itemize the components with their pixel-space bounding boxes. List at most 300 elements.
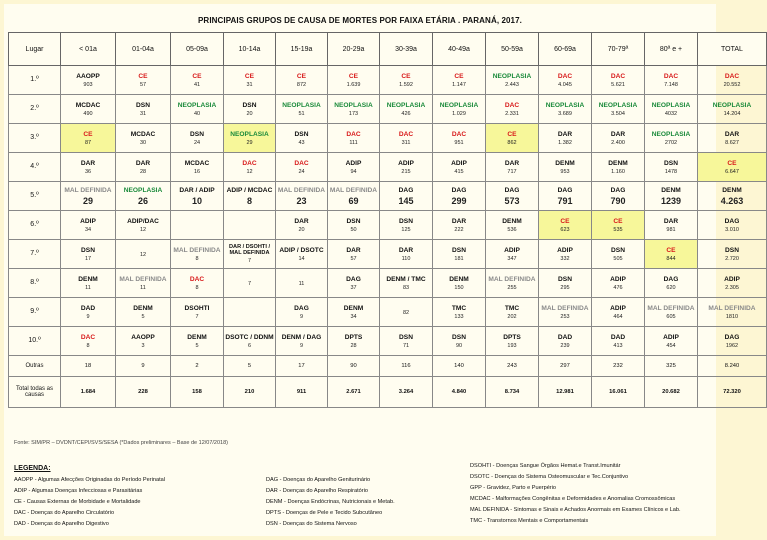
- cause-name: CE: [613, 217, 623, 225]
- column-header: 60-69a: [539, 33, 592, 66]
- cause-cell: [171, 298, 224, 327]
- column-header: 15-19a: [276, 33, 328, 66]
- cause-count: 7: [247, 257, 252, 264]
- cause-name: DSN: [190, 130, 204, 138]
- cause-name: ADIP / DSOTC: [279, 246, 324, 254]
- cause-name: DSN: [399, 333, 413, 341]
- legend-item: MAL DEFINIDA - Sintomas e Sinais e Achados Anormais em Exames Clínicos e Lab.: [470, 507, 681, 513]
- cause-count: 790: [610, 195, 626, 206]
- cause-count: 57: [139, 81, 147, 88]
- column-header: 05-09a: [171, 33, 224, 66]
- outras-row-value: 325: [645, 356, 698, 377]
- cause-count: 9: [299, 313, 304, 320]
- cause-cell: [61, 269, 116, 298]
- cause-cell: [698, 269, 767, 298]
- cause-count: 791: [557, 195, 573, 206]
- cause-count: 7.148: [664, 81, 678, 88]
- cause-name: DSOTC / DDNM: [225, 333, 274, 341]
- cause-name: DAC: [557, 72, 573, 80]
- column-header: 30-39a: [380, 33, 433, 66]
- cause-name: NEOPLASIA: [651, 101, 691, 109]
- cause-cell: [645, 240, 698, 269]
- cause-name: DSN: [136, 101, 150, 109]
- cause-name: DSN: [452, 246, 466, 254]
- cause-count: 41: [193, 81, 201, 88]
- total-row-value: 911: [276, 377, 328, 408]
- cause-name: NEOPLASIA: [439, 101, 479, 109]
- cause-name: DENM / TMC: [386, 275, 426, 283]
- cause-name: DAG: [398, 186, 414, 194]
- cause-name: DENM: [78, 275, 98, 283]
- cause-count: 844: [666, 255, 676, 262]
- cause-name: CE: [454, 72, 464, 80]
- cause-cell: [486, 211, 539, 240]
- cause-count: 40: [193, 110, 201, 117]
- cause-name: ADIP: [724, 275, 740, 283]
- cause-count: 69: [348, 195, 359, 206]
- legend-title: LEGENDA:: [14, 465, 51, 472]
- cause-name: ADIP: [663, 333, 679, 341]
- cause-count: 28: [350, 342, 357, 349]
- cause-cell: [380, 124, 433, 153]
- cause-count: 133: [454, 313, 464, 320]
- cause-count: 505: [613, 255, 623, 262]
- cause-cell: [433, 269, 486, 298]
- cause-count: 476: [613, 284, 623, 291]
- cause-count: 1962: [725, 342, 739, 349]
- cause-name: MAL DEFINIDA: [173, 246, 221, 254]
- cause-cell: [61, 240, 116, 269]
- column-header: 40-49a: [433, 33, 486, 66]
- cause-cell: [116, 124, 171, 153]
- cause-cell: [328, 182, 380, 211]
- cause-name: CE: [348, 72, 359, 80]
- cause-count: 623: [560, 226, 570, 233]
- total-row-value: 8.734: [486, 377, 539, 408]
- cause-count: 23: [296, 195, 307, 206]
- total-row-value: 16.061: [592, 377, 645, 408]
- cause-count: 87: [84, 139, 92, 146]
- cause-count: 535: [613, 226, 623, 233]
- cause-count: 28: [139, 168, 147, 175]
- cause-count: 311: [401, 139, 411, 146]
- cause-name: DAC: [189, 275, 205, 283]
- cause-name: ADIP: [80, 217, 96, 225]
- cause-name: MAL DEFINIDA: [119, 275, 167, 283]
- cause-name: DSN: [611, 246, 625, 254]
- cause-count: 1810: [725, 313, 739, 320]
- cause-cell: [61, 298, 116, 327]
- cause-count: 90: [455, 342, 463, 349]
- cause-count: 3.689: [558, 110, 572, 117]
- cause-count: 20.552: [723, 81, 741, 88]
- cause-cell: [116, 211, 171, 240]
- cause-count: 2.331: [505, 110, 519, 117]
- cause-count: 20: [246, 110, 253, 117]
- table-row: [9, 182, 767, 211]
- cause-count: 6: [247, 342, 252, 349]
- cause-cell: [539, 95, 592, 124]
- cause-cell: [61, 327, 116, 356]
- cause-name: CE: [138, 72, 148, 80]
- cause-count: 1478: [664, 168, 678, 175]
- cause-name: MAL DEFINIDA: [64, 186, 112, 194]
- total-row-value: 1.684: [61, 377, 116, 408]
- cause-count: 24: [298, 168, 305, 175]
- cause-name: MAL DEFINIDA: [647, 304, 695, 312]
- cause-count: 31: [139, 110, 147, 117]
- cause-name: DSN: [346, 217, 361, 225]
- cause-name: DAR: [135, 159, 151, 167]
- cause-cell: [116, 298, 171, 327]
- cause-name: DAC: [346, 130, 361, 138]
- cause-count: 34: [350, 313, 357, 320]
- cause-count: 34: [84, 226, 92, 233]
- legend-item: TMC - Transtornos Mentais e Comportamentais: [470, 518, 589, 524]
- cause-cell: [698, 182, 767, 211]
- cause-name: DPTS: [344, 333, 363, 341]
- table-row: [9, 153, 767, 182]
- cause-count: 9: [299, 342, 304, 349]
- cause-cell: [61, 211, 116, 240]
- cause-cell: [645, 124, 698, 153]
- cause-count: 255: [507, 284, 517, 291]
- cause-cell: [433, 124, 486, 153]
- cause-name: DSN: [725, 246, 739, 254]
- cause-count: 11: [85, 284, 91, 291]
- cause-count: 903: [83, 81, 93, 88]
- cause-count: 215: [401, 168, 411, 175]
- outras-row-value: 17: [276, 356, 328, 377]
- outras-row-value: 116: [380, 356, 433, 377]
- cause-count: 413: [613, 342, 623, 349]
- cause-cell: [592, 240, 645, 269]
- cause-name: DAC: [451, 130, 467, 138]
- cause-count: 14.204: [723, 110, 741, 117]
- column-header: 50-59a: [486, 33, 539, 66]
- cause-cell: [276, 153, 328, 182]
- cause-cell: [224, 211, 276, 240]
- cause-count: 30: [139, 139, 147, 146]
- cause-count: [224, 312, 275, 314]
- rank-label: 8.º: [9, 269, 61, 298]
- cause-name: ADIP: [451, 159, 467, 167]
- cause-cell: [698, 124, 767, 153]
- cause-cell: [380, 153, 433, 182]
- cause-count: 1.160: [611, 168, 625, 175]
- cause-name: DAD: [610, 333, 626, 341]
- cause-count: 239: [560, 342, 570, 349]
- cause-cell: [224, 153, 276, 182]
- cause-count: 953: [560, 168, 570, 175]
- cause-name: CE: [507, 130, 517, 138]
- total-row-value: 228: [116, 377, 171, 408]
- legend-item: DAC - Doenças do Aparelho Circulatório: [14, 510, 115, 516]
- cause-count: 111: [349, 139, 358, 146]
- cause-count: 12: [246, 168, 253, 175]
- cause-count: 7: [247, 281, 252, 288]
- cause-cell: [276, 298, 328, 327]
- cause-name: CE: [192, 72, 202, 80]
- cause-name: DAD: [557, 333, 573, 341]
- cause-name: DAG: [724, 333, 740, 341]
- cause-count: [224, 225, 275, 227]
- outras-row-value: 5: [224, 356, 276, 377]
- cause-cell: [380, 327, 433, 356]
- cause-count: 951: [454, 139, 464, 146]
- cause-count: 181: [454, 255, 464, 262]
- cause-name: MAL DEFINIDA: [488, 275, 536, 283]
- outras-row-value: 90: [328, 356, 380, 377]
- cause-count: 2702: [664, 139, 678, 146]
- rank-label: 6.º: [9, 211, 61, 240]
- cause-cell: [645, 182, 698, 211]
- cause-name: DAG: [663, 275, 679, 283]
- cause-cell: [224, 269, 276, 298]
- cause-cell: [328, 95, 380, 124]
- cause-count: 1.382: [558, 139, 572, 146]
- cause-name: MAL DEFINIDA: [708, 304, 756, 312]
- cause-count: 347: [507, 255, 517, 262]
- cause-count: 1.147: [452, 81, 466, 88]
- cause-cell: [171, 327, 224, 356]
- cause-name: MAL DEFINIDA: [541, 304, 589, 312]
- cause-count: 8.627: [725, 139, 739, 146]
- cause-name: DSN: [242, 101, 257, 109]
- cause-count: 3.010: [725, 226, 739, 233]
- column-header: 20-29a: [328, 33, 380, 66]
- cause-name: DAG: [346, 275, 361, 283]
- legend-item: DENM - Doenças Endócrinas, Nutricionais e Metab.: [266, 499, 395, 505]
- cause-count: 295: [560, 284, 570, 291]
- cause-cell: [380, 211, 433, 240]
- cause-cell: [328, 211, 380, 240]
- cause-count: 426: [401, 110, 411, 117]
- cause-count: [171, 225, 223, 227]
- legend-item: DAG - Doenças do Aparelho Geniturinário: [266, 477, 371, 483]
- cause-cell: [171, 211, 224, 240]
- cause-count: 717: [507, 168, 517, 175]
- cause-cell: [380, 269, 433, 298]
- cause-cell: [592, 153, 645, 182]
- cause-count: 9: [86, 313, 90, 320]
- cause-count: 36: [84, 168, 92, 175]
- rank-label: 10.º: [9, 327, 61, 356]
- cause-cell: [486, 95, 539, 124]
- legend-item: DAR - Doenças do Aparelho Respiratório: [266, 488, 368, 494]
- cause-cell: [645, 66, 698, 95]
- cause-count: 50: [350, 226, 357, 233]
- outras-row-value: 8.240: [698, 356, 767, 377]
- cause-name: CE: [296, 72, 307, 80]
- cause-cell: [116, 153, 171, 182]
- cause-name: MAL DEFINIDA: [277, 186, 326, 194]
- cause-name: DSN: [452, 333, 466, 341]
- cause-cell: [539, 182, 592, 211]
- table-row: [9, 298, 767, 327]
- table-row: [9, 211, 767, 240]
- cause-name: DSN: [558, 275, 572, 283]
- cause-cell: [592, 298, 645, 327]
- cause-name: DAR: [504, 159, 520, 167]
- cause-count: 6.647: [725, 168, 739, 175]
- cause-cell: [224, 124, 276, 153]
- rank-label: 4.º: [9, 153, 61, 182]
- cause-count: 573: [504, 195, 520, 206]
- total-row-value: 3.264: [380, 377, 433, 408]
- cause-cell: [486, 269, 539, 298]
- cause-name: AAOPP: [131, 333, 155, 341]
- cause-cell: [433, 182, 486, 211]
- cause-count: 862: [507, 139, 517, 146]
- cause-count: 981: [666, 226, 676, 233]
- outras-row-value: 297: [539, 356, 592, 377]
- cause-count: 2.400: [611, 139, 625, 146]
- cause-name: DSN: [399, 217, 413, 225]
- cause-cell: [592, 211, 645, 240]
- legend-item: DSOHTI - Doenças Sangue Órgãos Hemat.e Transt.Imunitár: [470, 463, 621, 469]
- cause-cell: [224, 298, 276, 327]
- cause-cell: [171, 240, 224, 269]
- cause-count: 110: [401, 255, 411, 262]
- cause-name: DAR: [294, 217, 309, 225]
- total-row-value: 158: [171, 377, 224, 408]
- cause-cell: [224, 327, 276, 356]
- cause-name: DAR: [346, 246, 361, 254]
- rank-label: 9.º: [9, 298, 61, 327]
- cause-cell: [433, 153, 486, 182]
- cause-cell: [592, 124, 645, 153]
- cause-name: TMC: [451, 304, 467, 312]
- total-row-label: Total todas as causas: [9, 377, 61, 408]
- cause-name: ADIP: [557, 246, 573, 254]
- cause-cell: [539, 124, 592, 153]
- cause-name: DAG: [294, 304, 309, 312]
- cause-cell: [433, 327, 486, 356]
- cause-cell: [698, 327, 767, 356]
- cause-cell: [592, 66, 645, 95]
- rank-label: 5.º: [9, 182, 61, 211]
- cause-cell: [539, 240, 592, 269]
- slide-sheet: [4, 4, 756, 536]
- cause-count: 536: [507, 226, 517, 233]
- cause-name: CE: [244, 72, 255, 80]
- cause-name: DPTS: [503, 333, 521, 341]
- cause-count: 193: [507, 342, 517, 349]
- cause-cell: [539, 66, 592, 95]
- outras-row-value: 18: [61, 356, 116, 377]
- column-header: TOTAL: [698, 33, 767, 66]
- cause-name: DAC: [663, 72, 679, 80]
- cause-count: 872: [296, 81, 307, 88]
- cause-cell: [116, 66, 171, 95]
- legend-item: MCDAC - Malformações Congênitas e Deformidades e Anomalias Cromossômicas: [470, 496, 676, 502]
- cause-cell: [116, 95, 171, 124]
- column-header: 01-04a: [116, 33, 171, 66]
- cause-name: DENM: [502, 217, 522, 225]
- cause-count: 1.592: [399, 81, 413, 88]
- cause-cell: [380, 182, 433, 211]
- cause-count: 82: [402, 310, 410, 317]
- cause-cell: [592, 95, 645, 124]
- cause-count: 3.504: [611, 110, 625, 117]
- cause-cell: [645, 95, 698, 124]
- cause-cell: [61, 66, 116, 95]
- rank-label: 3.º: [9, 124, 61, 153]
- cause-name: NEOPLASIA: [386, 101, 426, 109]
- cause-cell: [592, 327, 645, 356]
- column-header: Lugar: [9, 33, 61, 66]
- cause-count: 222: [454, 226, 464, 233]
- cause-name: DAC: [504, 101, 520, 109]
- cause-cell: [433, 240, 486, 269]
- cause-count: 1239: [660, 195, 682, 206]
- cause-cell: [645, 211, 698, 240]
- cause-name: AAOPP: [76, 72, 100, 80]
- cause-count: 29: [246, 139, 253, 146]
- cause-name: DENM: [343, 304, 364, 312]
- source-note: Fonte: SIM/PR – DVDNT/CEPI/SVS/SESA (*Dados preliminares – Base de 12/07/2018): [14, 440, 228, 446]
- cause-name: CE: [401, 72, 411, 80]
- cause-cell: [276, 327, 328, 356]
- cause-cell: [592, 269, 645, 298]
- cause-cell: [276, 211, 328, 240]
- cause-cell: [328, 269, 380, 298]
- cause-count: 31: [246, 81, 253, 88]
- cause-cell: [224, 182, 276, 211]
- cause-count: 332: [560, 255, 570, 262]
- cause-name: DAC: [80, 333, 96, 341]
- cause-cell: [171, 66, 224, 95]
- cause-count: 29: [82, 195, 93, 206]
- cause-name: NEOPLASIA: [492, 72, 532, 80]
- cause-cell: [645, 298, 698, 327]
- cause-count: 620: [666, 284, 676, 291]
- cause-count: 253: [560, 313, 570, 320]
- cause-cell: [276, 95, 328, 124]
- cause-cell: [61, 182, 116, 211]
- outras-row-value: 232: [592, 356, 645, 377]
- cause-count: 8: [195, 255, 199, 262]
- total-row-value: 2.671: [328, 377, 380, 408]
- cause-name: NEOPLASIA: [651, 130, 691, 138]
- cause-count: 8: [246, 195, 252, 206]
- cause-count: 5.621: [611, 81, 625, 88]
- cause-cell: [61, 124, 116, 153]
- cause-cell: [645, 327, 698, 356]
- column-header: 70-79ª: [592, 33, 645, 66]
- cause-name: NEOPLASIA: [598, 101, 638, 109]
- cause-name: DAR: [80, 159, 96, 167]
- cause-count: 4.263: [720, 195, 744, 206]
- cause-name: DAG: [610, 186, 626, 194]
- cause-name: DAG: [451, 186, 467, 194]
- cause-name: ADIP: [345, 159, 362, 167]
- legend-item: DSOTC - Doenças do Sistema Osteomuscular e Tec.Conjuntivo: [470, 474, 629, 480]
- cause-cell: [224, 95, 276, 124]
- cause-cell: [698, 95, 767, 124]
- column-header: 10-14a: [224, 33, 276, 66]
- legend-item: CE - Causas Externas de Morbidade e Mortalidade: [14, 499, 141, 505]
- cause-count: 24: [193, 139, 201, 146]
- cause-cell: [171, 269, 224, 298]
- table-body: [9, 66, 767, 408]
- cause-count: 71: [402, 342, 410, 349]
- cause-name: DAR: [610, 130, 626, 138]
- total-row-value: 20.682: [645, 377, 698, 408]
- cause-name: NEOPLASIA: [282, 101, 321, 109]
- cause-cell: [116, 327, 171, 356]
